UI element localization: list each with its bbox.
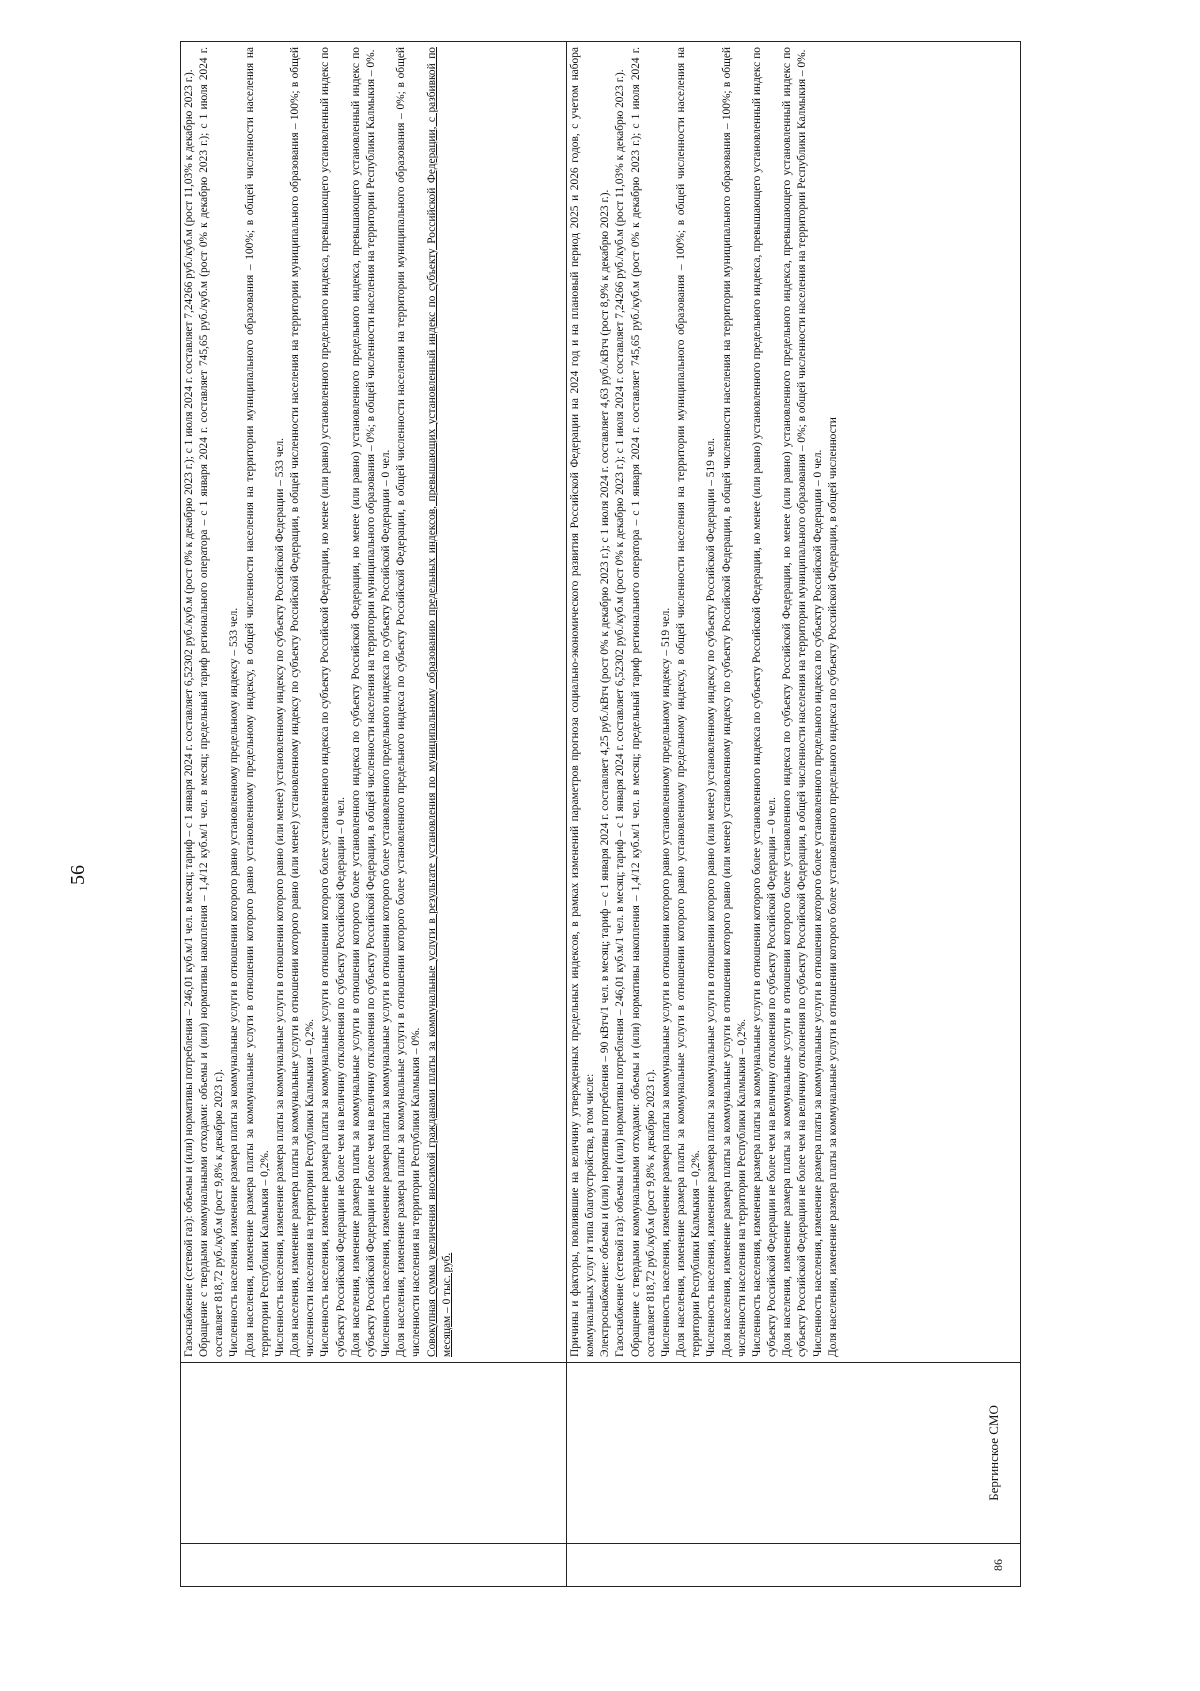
paragraph: Численность населения, изменение размера платы за коммунальные услуги в отношении которого равно (или менее) установленному индексу по субъекту Российской Федерации – 519 чел. — [705, 437, 718, 1357]
paragraph: Доля населения, изменение размера платы за коммунальные услуги в отношении которого равно установленному предельному индексу, в общей численности населения на территории муниципального образования – 100%; в общей численности населения на территории Республики Калмыкия – 0,2%. — [675, 47, 703, 1357]
page-number: 56 — [67, 865, 89, 885]
table-row — [567, 42, 1021, 1587]
paragraph: Обращение с твердыми коммунальными отходами: объемы и (или) нормативы накопления – 1,4/12 куб.м/1 чел. в месяц; предельный тариф регионального оператора – с 1 января 2024 г. составляет 745,65 руб./куб.м (рост 0% к декабрю 2023 г.); с 1 июля 2024 г. составляет 818,72 руб./куб.м (рост 9,8% к декабрю 2023 г.). — [629, 47, 657, 1357]
municipality-name: Бергинское СМО — [986, 1405, 1001, 1501]
municipality-name — [181, 1363, 566, 1543]
description-cell — [181, 42, 567, 1363]
row-number — [181, 1544, 566, 1586]
row-number-cell — [181, 1544, 567, 1587]
paragraph: Доля населения, изменение размера платы за коммунальные услуги в отношении которого равно (или менее) установленному индексу по субъекту Российской Федерации, в общей численности населения на территории муниципального образования – 100%; в общей численности населения на территории Республики Калмыкия – 0,2%. — [720, 47, 748, 1357]
paragraph: Численность населения, изменение размера платы за коммунальные услуги в отношении которого равно установленному предельному индексу – 519 чел. — [659, 607, 672, 1357]
paragraph: Доля населения, изменение размера платы за коммунальные услуги в отношении которого более установленного индекса по субъекту Российской Федерации, но менее (или равно) установленного предельного индекса, превышающего установленный индекс по субъекту Российской Федерации не более чем на величину отклонения по субъекту Российской Федерации, в общей численности населения на территории муниципального образования – 0%; в общей численности населения на территории Республики Калмыкия – 0%. — [781, 47, 809, 1357]
paragraph: Численность населения, изменение размера платы за коммунальные услуги в отношении которого равно установленному предельному индексу – 533 чел. — [228, 607, 241, 1357]
paragraph: Доля населения, изменение размера платы за коммунальные услуги в отношении которого более установленного индекса по субъекту Российской Федерации, но менее (или равно) установленного предельного индекса, превышающего установленный индекс по субъекту Российской Федерации не более чем на величину отклонения по субъекту Российской Федерации, в общей численности населения на территории муниципального образования – 0%; в общей численности населения на территории Республики Калмыкия – 0%. — [349, 47, 377, 1357]
paragraph: Газоснабжение (сетевой газ): объемы и (или) нормативы потребления – 246,01 куб.м/1 чел. в месяц; тариф – с 1 января 2024 г. составляет 6,52302 руб./куб.м (рост 0% к декабрю 2023 г.); с 1 июля 2024 г. составляет 7,24266 руб./куб.м (рост 11,03% к декабрю 2023 г.). — [183, 69, 195, 1357]
rotated-table-container — [180, 41, 1020, 1587]
paragraph: Электроснабжение: объемы и (или) нормативы потребления – 90 кВтч/1 чел. в месяц; тариф – с 1 января 2024 г. составляет 4,25 руб./кВтч (рост 0% к декабрю 2023 г.); с 1 июля 2024 г. составляет 4,63 руб./кВтч (рост 8,9% к декабрю 2023 г.). — [599, 189, 612, 1357]
paragraph: Доля населения, изменение размера платы за коммунальные услуги в отношении которого более установленного предельного индекса по субъекту Российской Федерации, в общей численности — [826, 417, 839, 1357]
index-table — [180, 41, 1021, 1587]
paragraph: Численность населения, изменение размера платы за коммунальные услуги в отношении которого равно (или менее) установленному индексу по субъекту Российской Федерации – 533 чел. — [273, 437, 286, 1357]
table-row — [181, 42, 567, 1587]
paragraph: Причины и факторы, повлиявшие на величину утвержденных предельных индексов, в рамках изменений параметров прогноза социально-экономического развития Российской Федерации на 2024 год и на плановый период 2025 и 2026 годов, с учетом набора коммунальных услуг и типа благоустройства, в том числе: — [569, 47, 597, 1357]
paragraph: Численность населения, изменение размера платы за коммунальные услуги в отношении которого более установленного предельного индекса по субъекту Российской Федерации – 0 чел. — [380, 449, 393, 1357]
row-number: 86 — [991, 1559, 1005, 1571]
municipality-cell — [567, 1363, 1021, 1544]
paragraph: Численность населения, изменение размера платы за коммунальные услуги в отношении которого более установленного индекса по субъекту Российской Федерации, но менее (или равно) установленного предельного индекса, превышающего установленный индекс по субъекту Российской Федерации не более чем на величину отклонения по субъекту Российской Федерации – 0 чел. — [319, 47, 347, 1357]
municipality-cell — [181, 1363, 567, 1544]
paragraph: Газоснабжение (сетевой газ): объемы и (или) нормативы потребления – 246,01 куб.м/1 чел. в месяц; тариф – с 1 января 2024 г. составляет 6,52302 руб./куб.м (рост 0% к декабрю 2023 г.); с 1 июля 2024 г. составляет 7,24266 руб./куб.м (рост 11,03% к декабрю 2023 г.). — [614, 69, 627, 1357]
row-number-cell — [567, 1544, 1021, 1587]
paragraph: Численность населения, изменение размера платы за коммунальные услуги в отношении которого более установленного индекса по субъекту Российской Федерации, но менее (или равно) установленного предельного индекса, превышающего установленный индекс по субъекту Российской Федерации не более чем на величину отклонения по субъекту Российской Федерации – 0 чел. — [750, 47, 779, 1357]
paragraph: Численность населения, изменение размера платы за коммунальные услуги в отношении которого более установленного предельного индекса по субъекту Российской Федерации – 0 чел. — [811, 449, 824, 1357]
paragraph: Доля населения, изменение размера платы за коммунальные услуги в отношении которого более установленного предельного индекса по субъекту Российской Федерации, в общей численности населения на территории муниципального образования – 0%; в общей численности населения на территории Республики Калмыкия – 0%. — [395, 47, 423, 1357]
paragraph: Обращение с твердыми коммунальными отходами: объемы и (или) нормативы накопления – 1,4/12 куб.м/1 чел. в месяц; предельный тариф регионального оператора – с 1 января 2024 г. составляет 745,65 руб./куб.м (рост 0% к декабрю 2023 г.); с 1 июля 2024 г. составляет 818,72 руб./куб.м (рост 9,8% к декабрю 2023 г.). — [198, 47, 226, 1357]
description-cell — [567, 42, 1021, 1363]
paragraph: Совокупная сумма увеличения вносимой гражданами платы за коммунальные услуги в результате установления по муниципальному образованию предельных индексов, превышающих установленный индекс по субъекту Российской Федерации, с разбивкой по месяцам – 0 тыс. руб. — [425, 47, 453, 1357]
paragraph: Доля населения, изменение размера платы за коммунальные услуги в отношении которого равно установленному предельному индексу, в общей численности населения на территории муниципального образования – 100%; в общей численности населения на территории Республики Калмыкия – 0,2%. — [243, 47, 271, 1357]
paragraph: Доля населения, изменение размера платы за коммунальные услуги в отношении которого равно (или менее) установленному индексу по субъекту Российской Федерации, в общей численности населения на территории муниципального образования – 100%; в общей численности населения на территории Республики Калмыкия – 0,2%. — [289, 47, 317, 1357]
